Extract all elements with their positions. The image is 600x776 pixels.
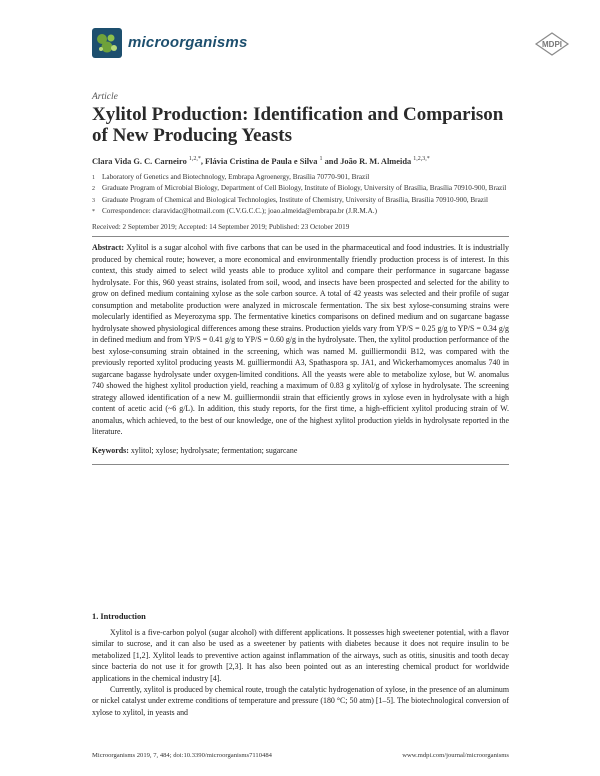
affiliation-item [92, 183, 509, 194]
affiliation-mark: 3 [92, 197, 95, 204]
affiliation-text: Graduate Program of Chemical and Biological Technologies, Institute of Chemistry, University of Brasília, Brasília 70910-900, Brazil [102, 195, 488, 204]
abstract [92, 242, 509, 438]
journal-name: microorganisms [128, 34, 248, 51]
author-affiliation-mark: 1,2,* [188, 156, 201, 162]
affiliation-mark: 2 [92, 186, 95, 193]
correspondence-text: Correspondence: claravidac@hotmail.com (C.V.G.C.C.); joao.almeida@embrapa.br (J.R.M.A.) [102, 207, 377, 216]
affiliation-mark: 1 [92, 174, 95, 181]
publication-dates: Received: 2 September 2019; Accepted: 14 September 2019; Published: 23 October 2019 [92, 223, 509, 237]
mdpi-logo-text: MDPI [542, 40, 562, 49]
paragraph: Xylitol is a five-carbon polyol (sugar alcohol) with different applications. It possesses high sweetener potential, with a flavor similar to sucrose, and it can also be used as a sweetener by patients with diabetes because it does not require insulin to be metabolized [1,2]. Xylitol leads to preventive action against inflammation of the airways, such as otitis, sinusitis and tooth decay since bacteria do not use it for growth [2,3]. It has also been pointed out as an interesting chemical product for worldwide applications in the chemical industry [4]. [92, 628, 509, 683]
mdpi-logo-icon [532, 32, 572, 56]
author-affiliation-mark: 1,2,3,* [413, 156, 430, 162]
article-type: Article [92, 92, 118, 102]
keywords-text: xylitol; xylose; hydrolysate; fermentation; sugarcane [130, 445, 298, 455]
affiliation-text: Graduate Program of Microbial Biology, Department of Cell Biology, Institute of Biology, University of Brasília, Brasília 70910-900, Brazil [102, 184, 507, 193]
abstract-label: Abstract: [92, 243, 124, 253]
page-header [92, 28, 572, 72]
affiliation-item [92, 172, 509, 183]
keywords-label: Keywords: [92, 445, 129, 455]
abstract-text: Xylitol is a sugar alcohol with five carbons that can be used in the pharmaceutical and food industries. It is industrially produced by chemical route; however, a more economical and environmentally friendly production process is of interest. In this context, this study aimed to select wild yeasts able to produce xylitol and compare their performance in sugarcane bagasse hydrolysate. For this, 960 yeast strains, isolated from soil, wood, and insects have been prospected and selected for the ability to grow on defined medium containing xylose as the sole carbon source. A total of 42 yeasts was selected and their profile of sugar consumption and metabolite production were analyzed in microscale fermentation. The six best xylose-consuming strains were molecularly identified as Meyerozyma spp. The fermentative kinetics comparisons on defined medium and on sugarcane bagasse hydrolysate showed physiological differences among these strains. Production yields vary from YP/S = 0.25 g/g to YP/S = 0.34 g/g in defined medium and from YP/S = 0.41 g/g to YP/S = 0.60 g/g in the hydrolysate. Then, the xylitol production performance of the best xylose-consuming strain obtained in the screening, which was named M. guilliermondii B12, was compared with the previously reported xylitol producing yeasts M. guilliermondii A3, Spathaspora sp. JA1, and Wickerhamomyces anomalus 740 in sugarcane bagasse hydrolysate under oxygen-limited conditions. All the yeasts were able to metabolize xylose, but W. anomalus 740 showed the highest xylitol production yield, reaching a maximum of 0.83 g xylitol/g of xylose in hydrolysate. The screening strategy allowed identification of a new M. guilliermondii strain that efficiently grows in xylose even in hydrolysate with a high content of acetic acid (~6 g/L). In addition, this study reports, for the first time, a high-efficient xylitol producing strain of W. anomalus, which achieved, to the best of our knowledge, one of the highest xylitol production yields in hydrolysate reported in the literature. [92, 243, 509, 437]
keywords [92, 445, 509, 466]
author-affiliation-mark: 1 [319, 156, 323, 162]
article-title: Xylitol Production: Identification and Comparison of New Producing Yeasts [92, 104, 504, 146]
affiliation-text: Laboratory of Genetics and Biotechnology, Embrapa Agroenergy, Brasília 70770-901, Brazil [102, 172, 370, 181]
author-name: Flávia Cristina de Paula e Silva [205, 156, 318, 166]
correspondence [92, 206, 509, 217]
microorganisms-logo-icon [92, 28, 122, 58]
author-name: João R. M. Almeida [340, 156, 412, 166]
affiliation-item [92, 195, 509, 206]
affiliation-mark: * [92, 209, 95, 216]
paragraph: Currently, xylitol is produced by chemical route, trough the catalytic hydrogenation of xylose, in the presence of an aluminum or nickel catalyst under extreme conditions of temperature and pressure (180 °C; 50 atm) [1–5]. The biotechnological conversion of xylose to xylitol, in yeasts and [92, 685, 509, 717]
journal-url[interactable]: www.mdpi.com/journal/microorganisms [402, 752, 509, 759]
article-front-matter [92, 92, 509, 465]
author-list: Clara Vida G. C. Carneiro $^{1,2,*}$, Flávia Cristina de Paula e Silva $^1$ and João R. M. Almeida $^{1,2,3,*}$ [92, 156, 430, 166]
introduction-body [92, 627, 509, 718]
author-name: Clara Vida G. C. Carneiro [92, 156, 187, 166]
affiliation-list [92, 172, 509, 218]
section-heading: 1. Introduction [92, 612, 146, 621]
citation-doi: Microorganisms 2019, 7, 484; doi:10.3390/microorganisms7110484 [92, 752, 272, 759]
